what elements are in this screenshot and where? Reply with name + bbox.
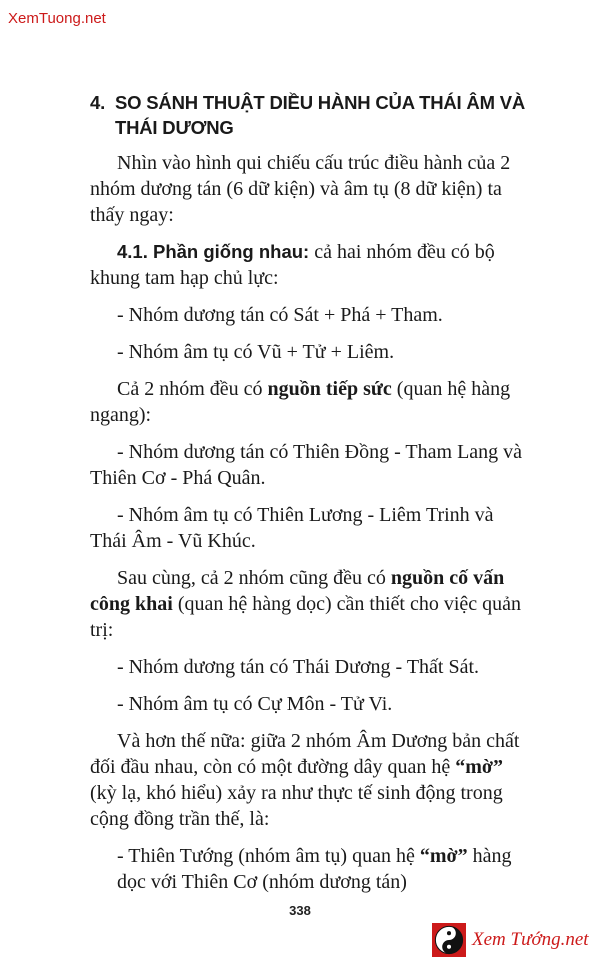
watermark-brand: Xem Tướng.net [472, 929, 589, 950]
text-run: Sau cùng, cả 2 nhóm cũng đều có [117, 567, 391, 589]
list-item-duong-tan-3: - Nhóm dương tán có Thái Dương - Thất Sát. [117, 656, 480, 678]
subsection-paragraph [90, 239, 525, 291]
list-item-am-tu-3: - Nhóm âm tụ có Cự Môn - Tử Vi. [117, 693, 393, 715]
bold-term: nguồn tiếp sức [267, 378, 392, 400]
bold-term: nguồn cố vấn công khai [90, 567, 505, 615]
text-run: (quan hệ hàng ngang): [90, 378, 511, 426]
text-run: Và hơn thế nữa: giữa 2 nhóm Âm Dương bản chất đối đầu nhau, còn có một đường dây quan hệ [90, 730, 520, 778]
section-heading [90, 90, 525, 140]
section-number: 4. [90, 92, 106, 113]
text-run: (quan hệ hàng dọc) cần thiết cho việc quản trị: [90, 593, 522, 641]
subsection-text: cả hai nhóm đều có bộ khung tam hạp chủ lực: [90, 241, 495, 289]
list-item-am-tu-1: - Nhóm âm tụ có Vũ + Tử + Liêm. [117, 341, 395, 363]
support-paragraph [90, 376, 525, 428]
watermark-bottom [432, 922, 589, 958]
hidden-relation-paragraph [90, 728, 525, 832]
list-item-thien-tuong [90, 843, 525, 895]
text-run: - Thiên Tướng (nhóm âm tụ) quan hệ [117, 845, 420, 867]
text-run: (kỳ lạ, khó hiểu) xảy ra như thực tế sinh động trong cộng đồng trần thế, là: [90, 782, 503, 830]
watermark-top: XemTuong.net [8, 10, 106, 27]
section-title: SO SÁNH THUẬT DIỀU HÀNH CỦA THÁI ÂM VÀ THÁI DƯƠNG [115, 92, 526, 138]
advisor-paragraph [90, 565, 525, 643]
bold-term: “mờ” [455, 756, 503, 778]
page-number: 338 [289, 903, 311, 918]
bold-term: “mờ” [419, 845, 468, 867]
yin-yang-icon [432, 923, 466, 957]
list-item-duong-tan-1: - Nhóm dương tán có Sát + Phá + Tham. [117, 304, 443, 326]
intro-paragraph: Nhìn vào hình qui chiếu cấu trúc điều hành của 2 nhóm dương tán (6 dữ kiện) và âm tụ (8 dữ kiện) ta thấy ngay: [90, 152, 511, 226]
text-run: hàng dọc với Thiên Cơ (nhóm dương tán) [117, 845, 512, 893]
list-item-am-tu-2: - Nhóm âm tụ có Thiên Lương - Liêm Trinh và Thái Âm - Vũ Khúc. [90, 504, 494, 552]
page-body [90, 90, 525, 906]
list-item-duong-tan-2: - Nhóm dương tán có Thiên Đồng - Tham Lang và Thiên Cơ - Phá Quân. [90, 441, 523, 489]
text-run: Cả 2 nhóm đều có [117, 378, 268, 400]
subsection-heading: 4.1. Phần giống nhau: [117, 241, 310, 262]
